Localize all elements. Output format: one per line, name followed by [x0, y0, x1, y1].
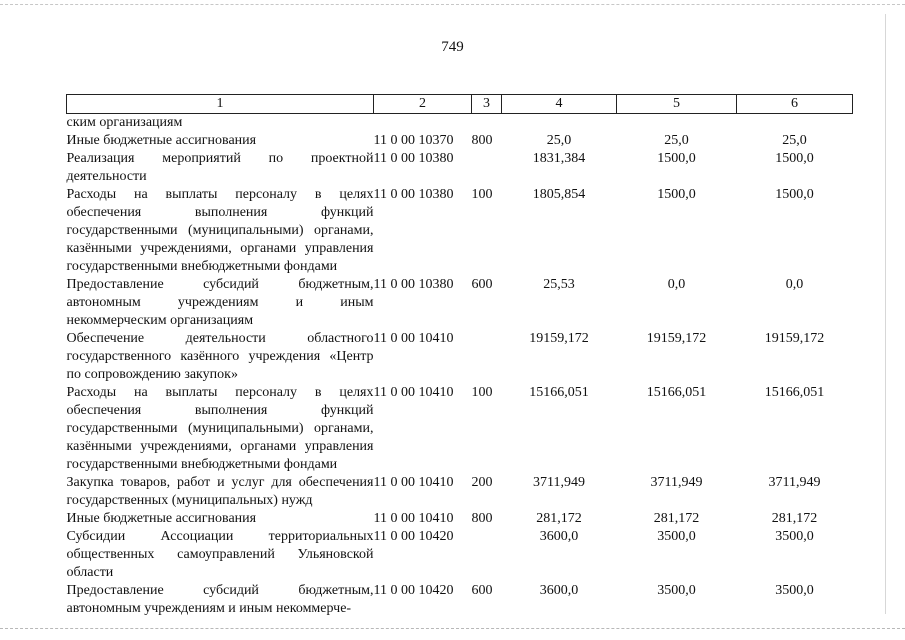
table-row: [67, 474, 853, 510]
row-value-col4: 3711,949: [533, 475, 585, 490]
row-name: Обеспечение деятельности областного государственного казённого учреждения «Центр по сопровождению закупок»: [66, 331, 374, 382]
row-expense-type: 800: [471, 133, 493, 148]
row-code: 11 0 00 10410: [373, 511, 454, 526]
row-value-col6: 281,172: [771, 511, 818, 526]
row-value-col6: 25,0: [782, 133, 807, 148]
row-value-col6: 15166,051: [764, 385, 825, 400]
row-code: 11 0 00 10410: [373, 385, 454, 400]
row-expense-type: [472, 150, 502, 186]
header-row: [67, 95, 853, 114]
row-value-col4: 3600,0: [539, 529, 579, 544]
row-code: 11 0 00 10380: [373, 277, 454, 292]
row-name: Предоставление субсидий бюджетным, автономным учреждениям и иным некоммерческим организациям: [66, 277, 374, 328]
table-row: [67, 114, 853, 133]
row-value-col5: 15166,051: [646, 385, 707, 400]
row-value-col4: [502, 114, 617, 133]
row-code: 11 0 00 10380: [373, 187, 454, 202]
scan-edge-right: [885, 14, 888, 614]
row-name: Иные бюджетные ассигнования: [66, 511, 257, 526]
row-expense-type: [472, 528, 502, 582]
row-expense-type: 800: [471, 511, 493, 526]
row-expense-type: [472, 114, 502, 133]
row-expense-type: 100: [471, 385, 493, 400]
page-number: 749: [441, 39, 464, 55]
row-code: 11 0 00 10420: [373, 529, 454, 544]
row-name: ским организациям: [66, 115, 183, 130]
row-value-col5: 3711,949: [650, 475, 703, 490]
row-value-col5: 3500,0: [657, 529, 696, 544]
row-value-col4: 25,0: [546, 133, 572, 148]
row-name: Расходы на выплаты персоналу в целях обеспечения выполнения функций государственными (муниципальными) органами, казёнными учреждениями, органами управления государственными внебюджетными фондами: [66, 385, 374, 472]
row-name: Субсидии Ассоциации территориальных общественных самоуправлений Ульяновской области: [66, 529, 374, 580]
column-header-3: 3: [472, 95, 502, 114]
row-code: 11 0 00 10420: [373, 583, 454, 598]
row-value-col6: 19159,172: [764, 331, 825, 346]
row-value-col5: 3500,0: [657, 583, 696, 598]
table-row: [67, 582, 853, 618]
row-value-col6: 1500,0: [775, 187, 814, 202]
row-value-col6: [737, 114, 853, 133]
row-name: Иные бюджетные ассигнования: [66, 133, 257, 148]
row-value-col5: 0,0: [667, 277, 686, 292]
row-value-col4: 1831,384: [532, 151, 586, 166]
row-value-col5: [617, 114, 737, 133]
table-row: [67, 510, 853, 528]
scan-edge-bottom: [0, 628, 905, 631]
row-code: 11 0 00 10410: [373, 475, 454, 490]
row-expense-type: 600: [471, 277, 493, 292]
row-name: Закупка товаров, работ и услуг для обеспечения государственных (муниципальных) нужд: [66, 475, 374, 508]
column-header-1: 1: [67, 95, 374, 114]
column-header-6: 6: [737, 95, 853, 114]
table-row: [67, 528, 853, 582]
row-value-col4: 281,172: [536, 511, 582, 526]
row-value-col4: 19159,172: [529, 331, 589, 346]
row-value-col5: 281,172: [653, 511, 700, 526]
row-value-col6: 3711,949: [768, 475, 821, 490]
row-code: 11 0 00 10410: [373, 331, 454, 346]
column-header-5: 5: [617, 95, 737, 114]
table-row: [67, 330, 853, 384]
row-value-col6: 0,0: [785, 277, 804, 292]
row-value-col5: 1500,0: [657, 151, 696, 166]
row-value-col6: 3500,0: [775, 529, 814, 544]
row-value-col5: 19159,172: [646, 331, 707, 346]
row-expense-type: [472, 330, 502, 384]
column-header-2: 2: [374, 95, 472, 114]
column-header-4: 4: [502, 95, 617, 114]
row-expense-type: 100: [471, 187, 493, 202]
row-code: 11 0 00 10380: [373, 151, 454, 166]
row-value-col5: 1500,0: [657, 187, 696, 202]
row-name: Расходы на выплаты персоналу в целях обеспечения выполнения функций государственными (муниципальными) органами, казёнными учреждениями, органами управления государственными внебюджетными фондами: [66, 187, 374, 274]
row-value-col4: 1805,854: [532, 187, 586, 202]
table-row: [67, 150, 853, 186]
row-code: [374, 114, 472, 133]
table-row: [67, 186, 853, 276]
row-value-col4: 3600,0: [539, 583, 579, 598]
table-row: [67, 132, 853, 150]
scan-edge-top: [0, 4, 905, 7]
row-expense-type: 200: [471, 475, 493, 490]
budget-table: [66, 94, 853, 618]
row-value-col6: 3500,0: [775, 583, 814, 598]
row-value-col5: 25,0: [664, 133, 689, 148]
row-code: 11 0 00 10370: [373, 133, 454, 148]
row-value-col4: 25,53: [543, 277, 575, 292]
row-name: Реализация мероприятий по проектной деятельности: [66, 151, 374, 184]
row-value-col6: 1500,0: [775, 151, 814, 166]
row-expense-type: 600: [471, 583, 493, 598]
table-row: [67, 384, 853, 474]
table-row: [67, 276, 853, 330]
row-value-col4: 15166,051: [529, 385, 589, 400]
row-name: Предоставление субсидий бюджетным, автономным учреждениям и иным некоммерче-: [66, 583, 374, 616]
